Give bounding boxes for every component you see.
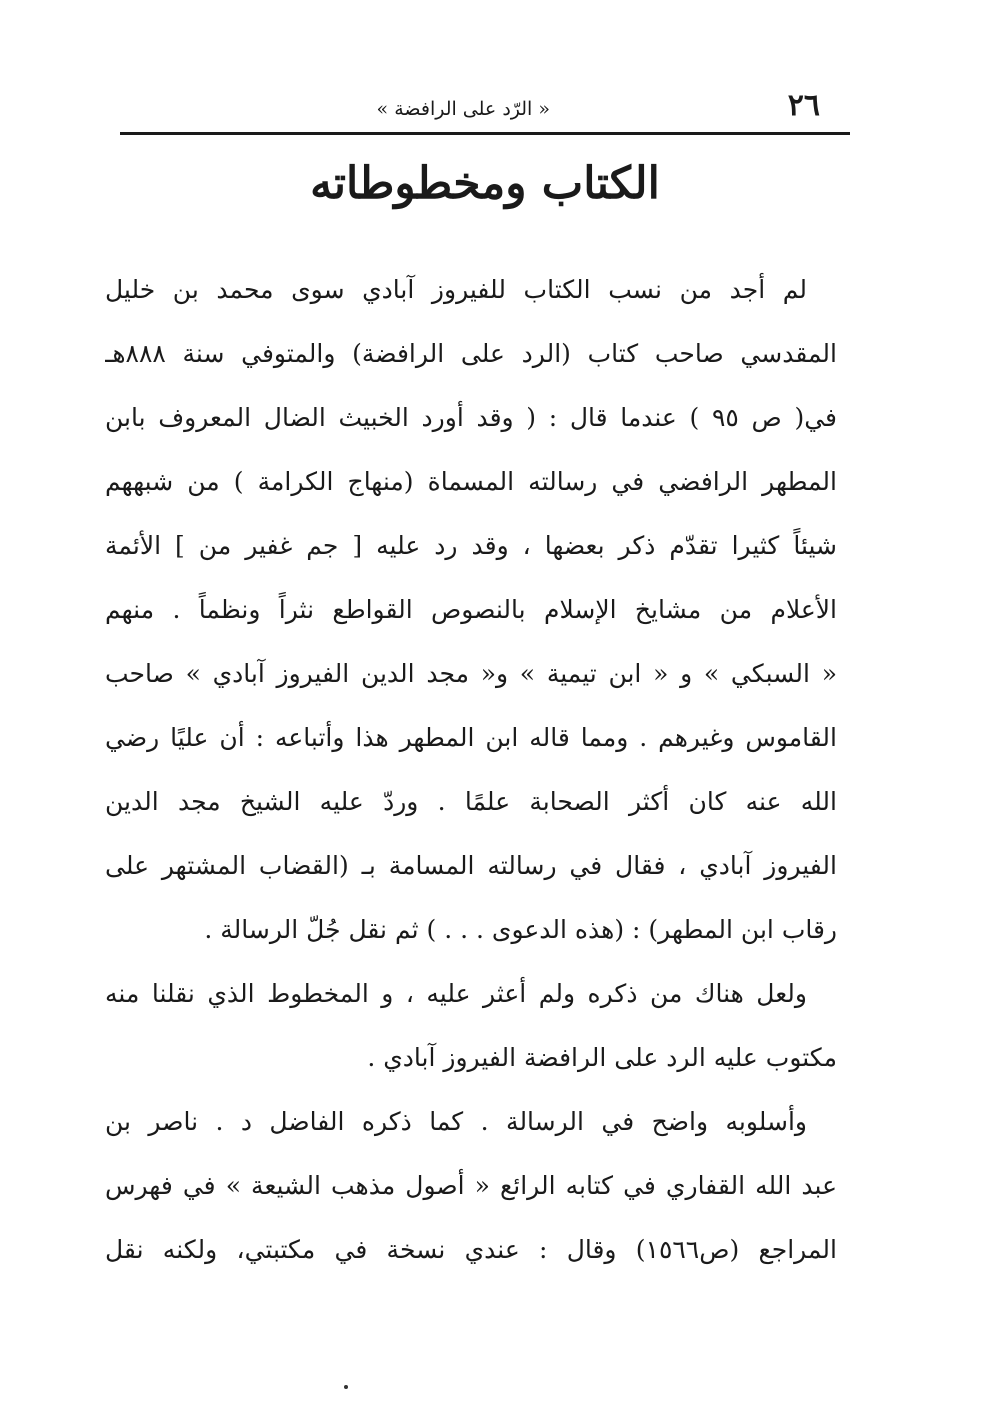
text-line: في( ص ٩٥ ) عندما قال : ( وقد أورد الخبيث الضال المعروف بابن	[105, 403, 837, 432]
text-line: ولعل هناك من ذكره ولم أعثر عليه ، و المخطوط الذي نقلنا منه	[105, 979, 807, 1008]
text-line: الفيروز آبادي ، فقال في رسالته المسامة بـ (القضاب المشتهر على	[105, 851, 837, 880]
text-line: المراجع (ص١٥٦٦) وقال : عندي نسخة في مكتبتي، ولكنه نقل	[105, 1235, 837, 1264]
scan-speck	[344, 1385, 348, 1389]
running-title: « الرّد على الرافضة »	[376, 98, 550, 120]
page-header	[120, 78, 850, 138]
text-line: المطهر الرافضي في رسالته المسماة (منهاج الكرامة ) من شبههم	[105, 467, 837, 496]
header-rule	[120, 132, 850, 135]
text-line: شيئاً كثيرا تقدّم ذكر بعضها ، وقد رد عليه [ جم غفير من ] الأئمة	[105, 531, 837, 560]
text-line: عبد الله القفاري في كتابه الرائع « أصول مذهب الشيعة » في فهرس	[105, 1171, 837, 1200]
text-line: « السبكي » و « ابن تيمية » و« مجد الدين الفيروز آبادي » صاحب	[105, 659, 837, 688]
text-line: المقدسي صاحب كتاب (الرد على الرافضة) والمتوفي سنة ٨٨٨هـ	[105, 339, 837, 368]
text-line: الله عنه كان أكثر الصحابة علمًا . وردّ عليه الشيخ مجد الدين	[105, 787, 837, 816]
page-number: ٢٦	[787, 88, 820, 123]
text-line: القاموس وغيرهم . ومما قاله ابن المطهر هذا وأتباعه : أن عليًا رضي	[105, 723, 837, 752]
section-title: الكتاب ومخطوطاته	[310, 158, 660, 209]
body-text	[105, 258, 837, 1282]
text-line: رقاب ابن المطهر) : (هذه الدعوى . . . ) ثم نقل جُلّ الرسالة .	[204, 915, 837, 944]
text-line: لم أجد من نسب الكتاب للفيروز آبادي سوى محمد بن خليل	[105, 275, 807, 304]
text-line: وأسلوبه واضح في الرسالة . كما ذكره الفاضل د . ناصر بن	[105, 1107, 807, 1136]
text-line: الأعلام من مشايخ الإسلام بالنصوص القواطع نثراً ونظماً . منهم	[105, 595, 837, 624]
text-line: مكتوب عليه الرد على الرافضة الفيروز آبادي .	[367, 1043, 837, 1072]
